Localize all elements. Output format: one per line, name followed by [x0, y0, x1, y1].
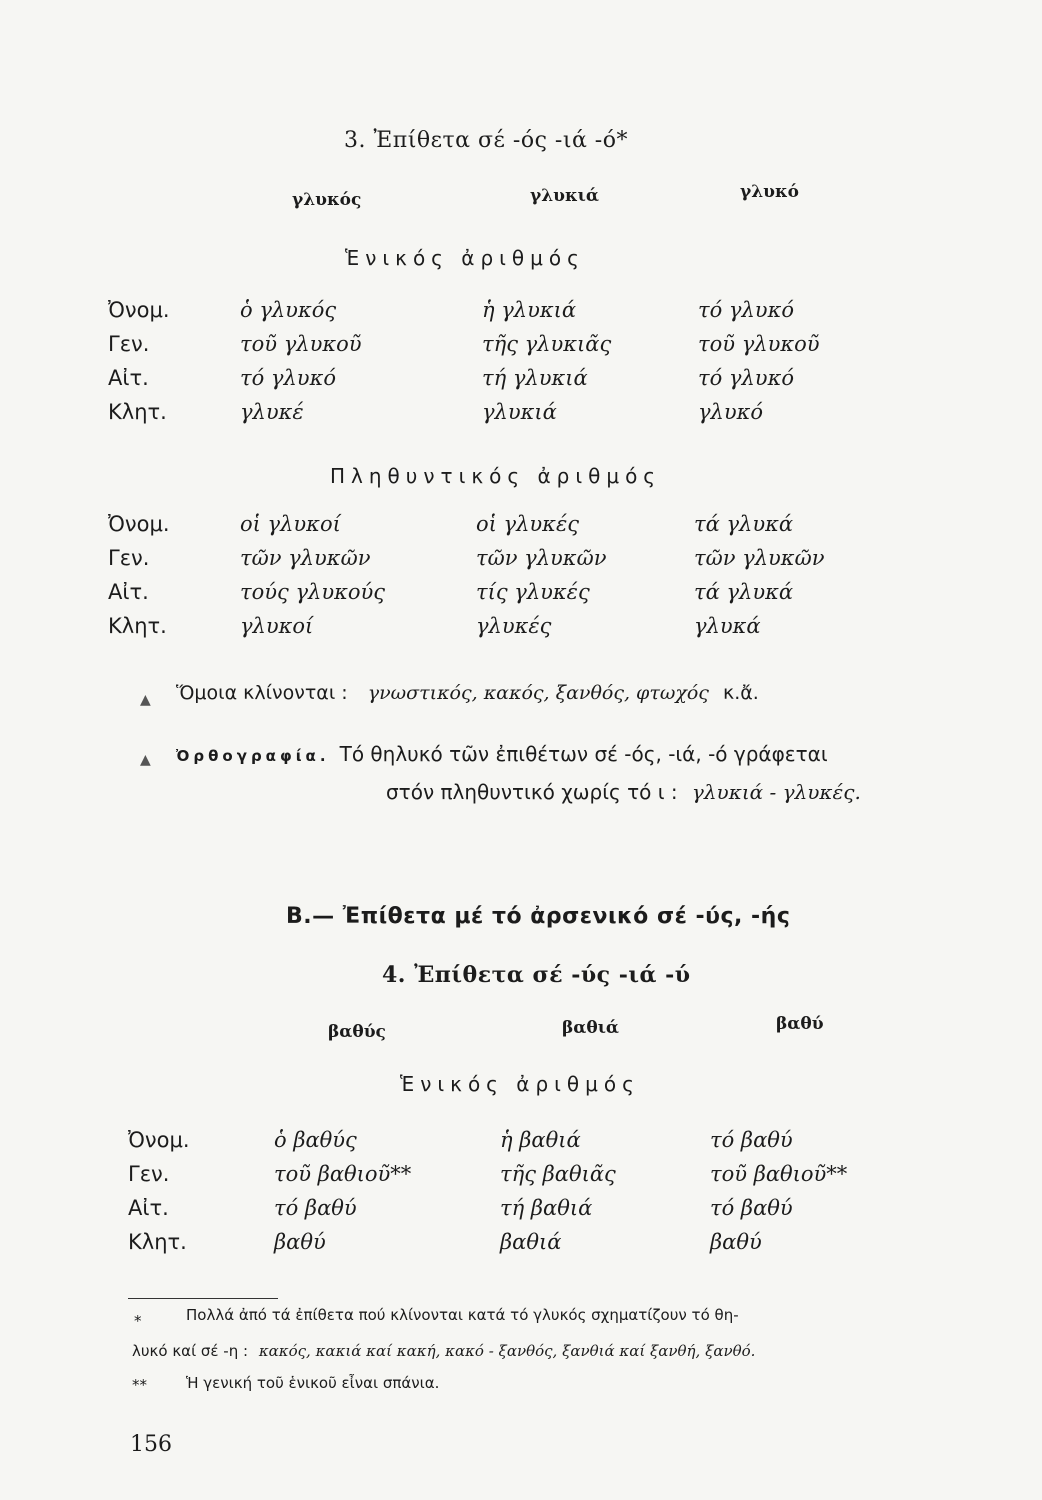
masculine-form: ὁ γλυκός — [240, 298, 337, 322]
footnote-1-line2 — [132, 1342, 755, 1360]
neuter-form: τά γλυκά — [694, 580, 794, 604]
page-number: 156 — [130, 1432, 172, 1457]
feminine-form: ἡ γλυκιά — [482, 298, 577, 322]
neuter-form: τό βαθύ — [710, 1128, 793, 1152]
feminine-form: τή γλυκιά — [482, 366, 588, 390]
neuter-form: τῶν γλυκῶν — [694, 546, 825, 570]
masculine-form: γλυκοί — [240, 614, 314, 638]
lemma-neuter: γλυκό — [740, 182, 800, 202]
footnote-1-line2-b: κακός, κακιά καί κακή, κακό - ξανθός, ξανθιά καί ξανθή, ξανθό. — [258, 1342, 756, 1360]
lemma-masculine: γλυκός — [292, 190, 362, 210]
triangle-marker-icon: ▲ — [140, 692, 151, 708]
note-orthography-line1 — [176, 742, 828, 766]
feminine-form: τή βαθιά — [500, 1196, 593, 1220]
feminine-form: τῆς γλυκιᾶς — [482, 332, 612, 356]
section-3-title: 3. Ἐπίθετα σέ -ός -ιά -ό* — [344, 128, 628, 153]
footnote-1-line1: Πολλά ἀπό τά ἐπίθετα πού κλίνονται κατά τό γλυκός σχηματίζουν τό θη- — [186, 1306, 739, 1324]
footnote-1-mark: * — [134, 1312, 142, 1330]
feminine-form: βαθιά — [500, 1230, 562, 1254]
footnote-2-text: Ἡ γενική τοῦ ἑνικοῦ εἶναι σπάνια. — [186, 1374, 440, 1392]
note-orthography-line2 — [386, 780, 861, 804]
neuter-form: τό γλυκό — [698, 298, 794, 322]
masculine-form: τό βαθύ — [274, 1196, 357, 1220]
case-label: Κλητ. — [128, 1230, 187, 1254]
case-label: Ὀνομ. — [108, 298, 170, 322]
lemma4-masculine: βαθύς — [328, 1022, 386, 1042]
case-label: Κλητ. — [108, 614, 167, 638]
neuter-form: τά γλυκά — [694, 512, 794, 536]
case-label: Γεν. — [108, 546, 150, 570]
feminine-form: οἱ γλυκές — [476, 512, 579, 536]
singular-heading-4: Ἑνικός ἀριθμός — [400, 1072, 640, 1096]
footnote-rule — [128, 1298, 278, 1299]
plural-heading: Πληθυντικός ἀριθμός — [330, 464, 662, 488]
case-label: Γεν. — [108, 332, 150, 356]
masculine-form: γλυκέ — [240, 400, 304, 424]
note-similar — [176, 682, 759, 704]
feminine-form: τίς γλυκές — [476, 580, 590, 604]
masculine-form: ὁ βαθύς — [274, 1128, 357, 1152]
case-label: Αἰτ. — [128, 1196, 169, 1220]
neuter-form: τό βαθύ — [710, 1196, 793, 1220]
case-label: Κλητ. — [108, 400, 167, 424]
feminine-form: τῶν γλυκῶν — [476, 546, 607, 570]
case-label: Ὀνομ. — [128, 1128, 190, 1152]
note-orthography-text2: στόν πληθυντικό χωρίς τό ι : — [386, 780, 678, 804]
masculine-form: τούς γλυκούς — [240, 580, 386, 604]
note-similar-label: Ὅμοια κλίνονται : — [176, 682, 348, 704]
masculine-form: τῶν γλυκῶν — [240, 546, 371, 570]
footnote-2-mark: ** — [132, 1376, 147, 1394]
feminine-form: γλυκιά — [482, 400, 557, 424]
note-orthography-label: Ὀρθογραφία. — [176, 747, 330, 765]
neuter-form: τοῦ βαθιοῦ** — [710, 1162, 848, 1186]
note-similar-end: κ.ἄ. — [723, 682, 759, 704]
case-label: Αἰτ. — [108, 580, 149, 604]
masculine-form: τοῦ βαθιοῦ** — [274, 1162, 412, 1186]
case-label: Ὀνομ. — [108, 512, 170, 536]
case-label: Αἰτ. — [108, 366, 149, 390]
section-4-title: 4. Ἐπίθετα σέ -ύς -ιά -ύ — [382, 962, 691, 988]
case-label: Γεν. — [128, 1162, 170, 1186]
note-similar-words: γνωστικός, κακός, ξανθός, φτωχός — [367, 682, 709, 704]
lemma4-feminine: βαθιά — [562, 1018, 620, 1038]
feminine-form: τῆς βαθιᾶς — [500, 1162, 616, 1186]
neuter-form: βαθύ — [710, 1230, 762, 1254]
neuter-form: γλυκό — [698, 400, 764, 424]
lemma-feminine: γλυκιά — [530, 186, 599, 206]
note-orthography-text1: Τό θηλυκό τῶν ἐπιθέτων σέ -ός, -ιά, -ό γράφεται — [339, 742, 828, 766]
footnote-1-line2-a: λυκό καί σέ -η : — [132, 1342, 249, 1360]
masculine-form: τοῦ γλυκοῦ — [240, 332, 362, 356]
note-orthography-examples: γλυκιά - γλυκές. — [691, 780, 861, 804]
neuter-form: τοῦ γλυκοῦ — [698, 332, 820, 356]
masculine-form: τό γλυκό — [240, 366, 336, 390]
feminine-form: ἡ βαθιά — [500, 1128, 581, 1152]
lemma4-neuter: βαθύ — [776, 1014, 824, 1034]
section-b-title: Β.— Ἐπίθετα μέ τό ἀρσενικό σέ -ύς, -ής — [286, 904, 791, 929]
feminine-form: γλυκές — [476, 614, 552, 638]
masculine-form: βαθύ — [274, 1230, 326, 1254]
singular-heading: Ἑνικός ἀριθμός — [345, 246, 585, 270]
masculine-form: οἱ γλυκοί — [240, 512, 341, 536]
neuter-form: τό γλυκό — [698, 366, 794, 390]
neuter-form: γλυκά — [694, 614, 761, 638]
triangle-marker-icon-2: ▲ — [140, 752, 151, 768]
